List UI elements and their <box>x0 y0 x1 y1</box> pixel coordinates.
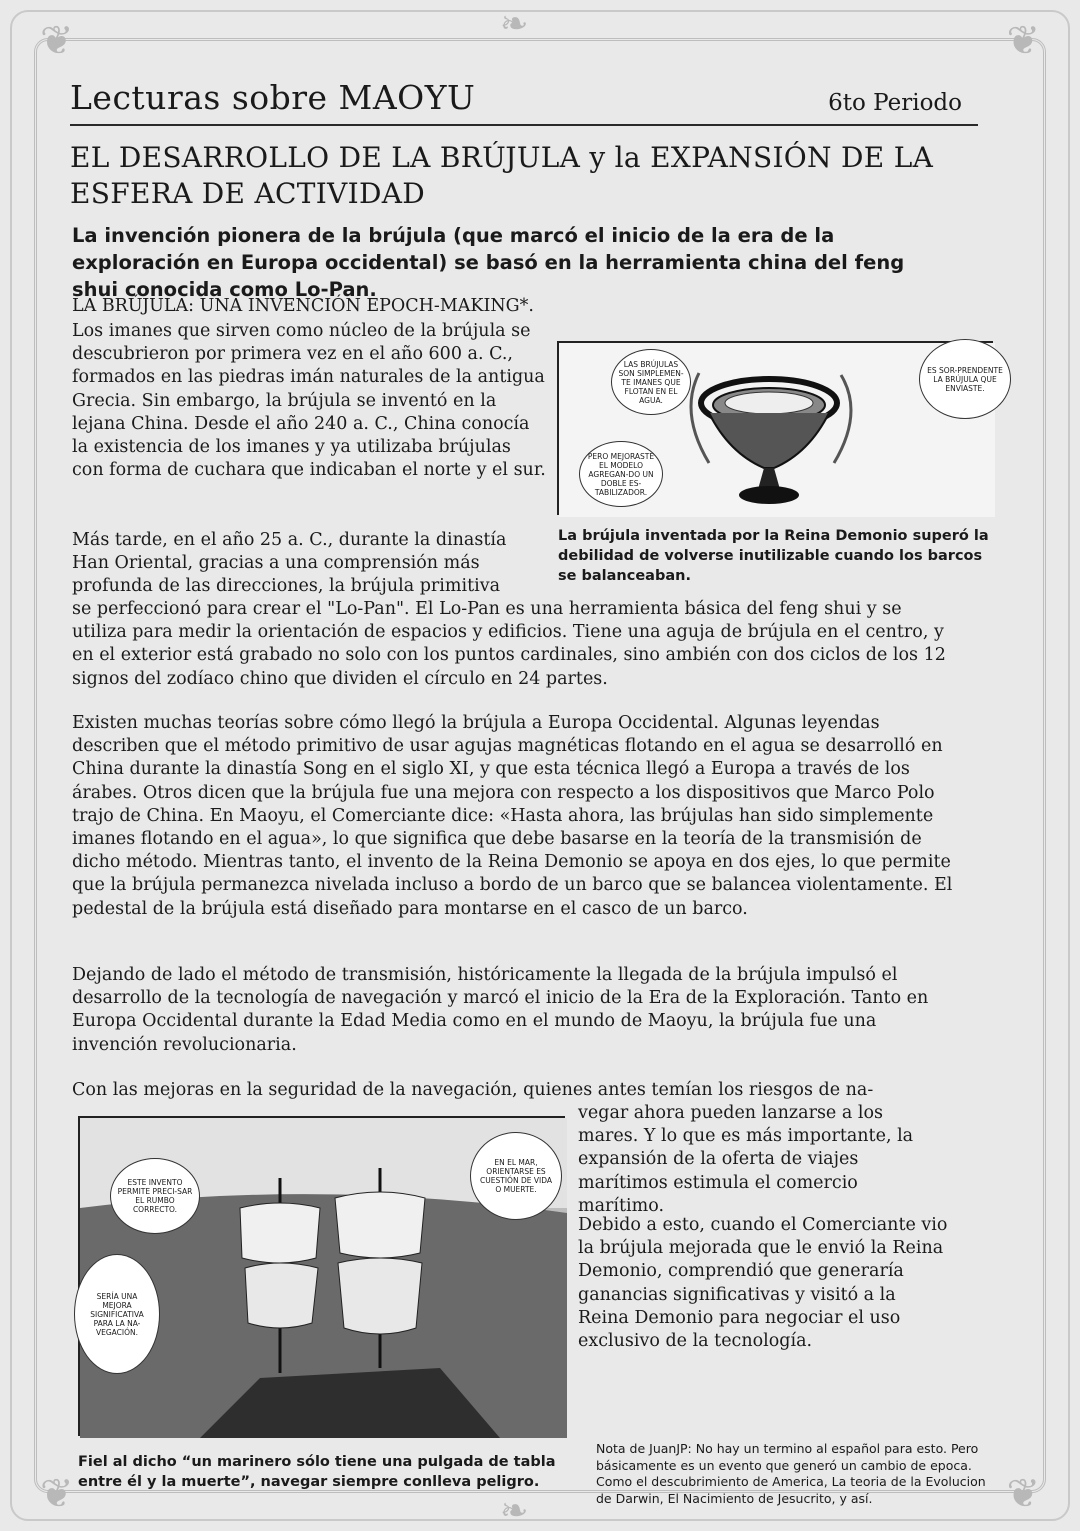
ship-illustration <box>78 1116 565 1436</box>
compass-illustration <box>557 341 1003 515</box>
figure-2-caption: Fiel al dicho “un marinero sólo tiene una pulgada de tabla entre él y la muerte”, navegar siempre conlleva peligro. <box>78 1454 556 1490</box>
paragraph-1: Los imanes que sirven como núcleo de la brújula se descubrieron por primera vez en el año 600 a. C., formados en las piedras imán naturales de la antigua Grecia. Sin embargo, la brújula se inventó en la lejana China. Desde el año 240 a. C., China conocía la existencia de los imanes y ya utilizaba brújulas con forma de cuchara que indicaban el norte y el sur. <box>72 321 546 481</box>
figure-1-caption: La brújula inventada por la Reina Demonio superó la debilidad de volverse inutilizable cuando los barcos se balanceaban. <box>558 528 989 584</box>
corner-ornament-bottom-left: ❦ <box>40 1471 74 1517</box>
bottom-center-ornament: ❧ <box>500 1491 529 1531</box>
corner-ornament-bottom-right: ❦ <box>1006 1471 1040 1517</box>
paragraph-4: Dejando de lado el método de transmisión, históricamente la llegada de la brújula impulsó el desarrollo de la tecnología de navegación y marcó el inicio de la Era de la Exploración. Tanto en Europa Occidental durante la Edad Media como en el mundo de Maoyu, la brújula fue una invención revolucionaria. <box>72 965 929 1055</box>
speech-bubble-2: ES SOR-PRENDENTE LA BRÚJULA QUE ENVIASTE. <box>919 339 1011 419</box>
speech-bubble-6: SERÍA UNA MEJORA SIGNIFICATIVA PARA LA NA-VEGACIÓN. <box>74 1254 160 1374</box>
paragraph-6: Debido a esto, cuando el Comerciante vio la brújula mejorada que le envió la Reina Demonio, comprendió que generaría ganancias significativas y visitó a la Reina Demonio para negociar el uso exclusivo de la tecnología. <box>578 1215 948 1352</box>
paragraph-2-start: Más tarde, en el año 25 a. C., durante la dinastía Han Oriental, gracias a una comprensión más profunda de las direcciones, la brújula primitiva <box>72 530 507 597</box>
paragraph-5-start: Con las mejoras en la seguridad de la navegación, quienes antes temían los riesgos de na- <box>72 1080 874 1100</box>
header-divider <box>70 124 978 126</box>
speech-bubble-3: PERO MEJORASTE EL MODELO AGREGAN-DO UN DOBLE ES-TABILIZADOR. <box>579 441 663 507</box>
article-lead: La invención pionera de la brújula (que marcó el inicio de la era de la exploración en Europa occidental) se basó en la herramienta china del feng shui conocida como Lo-Pan. <box>72 224 905 301</box>
paragraph-5-continued: vegar ahora pueden lanzarse a los mares. Y lo que es más importante, la expansión de la oferta de viajes marítimos estimula el comercio marítimo. <box>578 1103 914 1216</box>
section-heading: LA BRÚJULA: UNA INVENCIÓN EPOCH-MAKING*. <box>72 296 534 316</box>
period-label: 6to Periodo <box>828 90 962 116</box>
speech-bubble-4: ESTE INVENTO PERMITE PRECI-SAR EL RUMBO CORRECTO. <box>110 1158 200 1234</box>
article-title: EL DESARROLLO DE LA BRÚJULA y la EXPANSIÓN DE LA ESFERA DE ACTIVIDAD <box>70 141 934 210</box>
corner-ornament-top-left: ❦ <box>40 18 74 64</box>
corner-ornament-top-right: ❦ <box>1006 18 1040 64</box>
speech-bubble-5: EN EL MAR, ORIENTARSE ES CUESTIÓN DE VIDA O MUERTE. <box>470 1132 562 1220</box>
paragraph-3: Existen muchas teorías sobre cómo llegó la brújula a Europa Occidental. Algunas leyendas describen que el método primitivo de usar agujas magnéticas flotando en el agua se desarrolló en China durante la dinastía Song en el siglo XI, y que esta técnica llegó a Europa a través de los árabes. Otros dicen que la brújula fue una mejora con respecto a los dispositivos que Marco Polo trajo de China. En Maoyu, el Comerciante dice: «Hasta ahora, las brújulas han sido simplemente imanes flotando en el agua», lo que significa que debe basarse en la teoría de la transmisión de dicho método. Mientras tanto, el invento de la Reina Demonio se apoya en dos ejes, lo que permite que la brújula permanezca nivelada incluso a bordo de un barco que se balancea violentamente. El pedestal de la brújula está diseñado para montarse en el casco de un barco. <box>72 713 953 919</box>
series-title: Lecturas sobre MAOYU <box>70 78 476 117</box>
paragraph-2-continued: se perfeccionó para crear el "Lo-Pan". El Lo-Pan es una herramienta básica del feng shui y se utiliza para medir la orientación de espacios y edificios. Tiene una aguja de brújula en el centro, y en el exterior está grabado no solo con los puntos cardinales, sino ambién con dos ciclos de los 12 signos del zodíaco chino que dividen el círculo en 24 partes. <box>72 599 946 689</box>
translator-note: Nota de JuanJP: No hay un termino al español para esto. Pero básicamente es un evento que generó un cambio de epoca. Como el descubrimiento de America, La teoria de la Evolucion de Darwin, El Nacimiento de Jesucrito, y así. <box>596 1441 986 1506</box>
speech-bubble-1: LAS BRÚJULAS SON SIMPLEMEN-TE IMANES QUE FLOTAN EN EL AGUA. <box>611 349 691 415</box>
top-center-ornament: ❧ <box>500 4 529 44</box>
